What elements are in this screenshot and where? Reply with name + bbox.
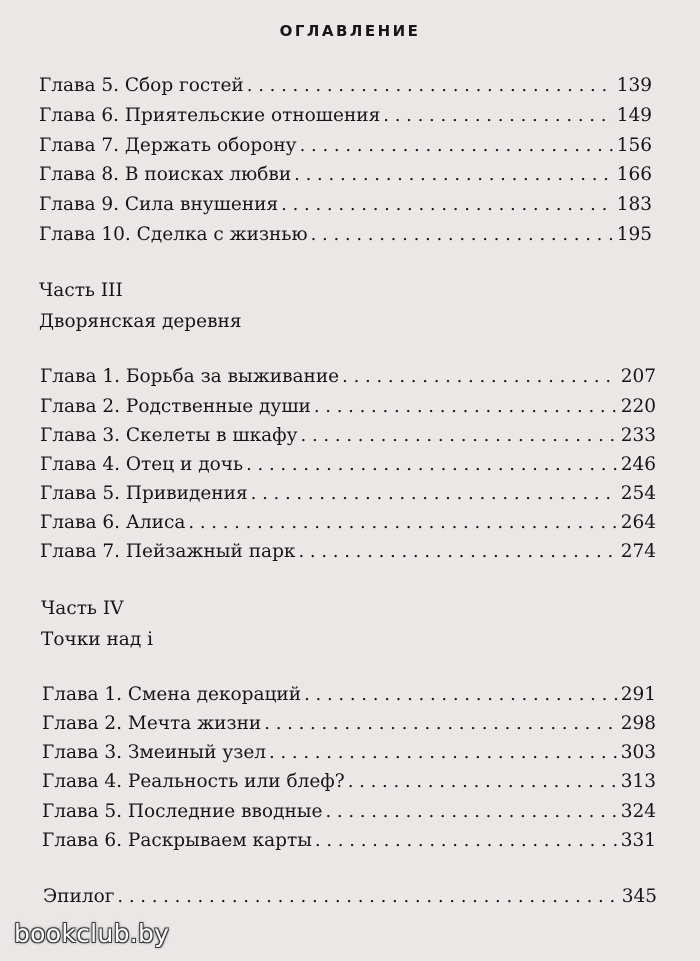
toc-entry	[39, 104, 652, 128]
toc-entry-page: 324	[620, 801, 656, 822]
leader-dots	[342, 365, 618, 389]
toc-entry-title: Глава 4. Отец и дочь	[40, 454, 244, 475]
toc-entry-page: 313	[620, 771, 656, 792]
toc-entry	[40, 424, 656, 448]
part-subtitle: Дворянская деревня	[39, 311, 242, 332]
leader-dots	[269, 741, 618, 765]
toc-entry-title: Глава 6. Раскрываем карты	[42, 830, 312, 851]
page-title: ОГЛАВЛЕНИЕ	[279, 22, 421, 40]
toc-entry	[40, 511, 656, 535]
toc-entry	[42, 741, 656, 765]
toc-entry-page: 149	[616, 105, 652, 126]
leader-dots	[325, 800, 617, 824]
toc-entry	[42, 770, 656, 794]
leader-dots	[117, 885, 618, 909]
toc-entry-title: Глава 2. Родственные души	[40, 396, 311, 417]
toc-entry	[39, 193, 652, 217]
toc-entry-page: 246	[620, 454, 656, 475]
toc-entry-page: 298	[620, 713, 656, 734]
toc-entry	[40, 482, 656, 506]
toc-entry-page: 291	[620, 684, 656, 705]
toc-entry-page: 220	[620, 396, 656, 417]
toc-entry-page: 274	[620, 541, 656, 562]
leader-dots	[281, 193, 614, 217]
leader-dots	[246, 453, 618, 477]
toc-entry	[42, 712, 656, 736]
leader-dots	[315, 829, 618, 853]
part-label: Часть IV	[41, 598, 124, 619]
leader-dots	[311, 223, 614, 247]
toc-entry	[42, 683, 656, 707]
toc-entry	[39, 223, 652, 247]
leader-dots	[383, 104, 613, 128]
leader-dots	[251, 482, 618, 506]
toc-entry-epilogue	[43, 885, 657, 909]
toc-entry-page: 331	[620, 830, 656, 851]
toc-entry-title: Глава 5. Последние вводные	[42, 801, 323, 822]
toc-entry	[40, 365, 656, 389]
leader-dots	[301, 424, 618, 448]
watermark: bookclub.by	[14, 919, 170, 948]
leader-dots	[264, 712, 617, 736]
toc-entry-page: 303	[620, 742, 656, 763]
leader-dots	[247, 74, 614, 98]
toc-entry	[39, 163, 652, 187]
toc-entry-title: Глава 5. Привидения	[40, 483, 248, 504]
toc-entry-title: Глава 3. Змеиный узел	[42, 742, 267, 763]
toc-entry-title: Глава 3. Скелеты в шкафу	[40, 425, 298, 446]
toc-entry	[39, 134, 652, 158]
toc-entry	[42, 800, 656, 824]
toc-entry-page: 156	[616, 135, 652, 156]
leader-dots	[300, 134, 614, 158]
toc-entry-title: Глава 1. Борьба за выживание	[40, 366, 340, 387]
part-subtitle: Точки над i	[41, 629, 154, 650]
toc-entry	[42, 829, 656, 853]
toc-entry-page: 166	[616, 164, 652, 185]
toc-entry-page: 207	[620, 366, 656, 387]
toc-entry-title: Глава 1. Смена декораций	[42, 684, 302, 705]
leader-dots	[314, 395, 618, 419]
toc-entry-page: 233	[620, 425, 656, 446]
toc-entry-title: Глава 6. Приятельские отношения	[39, 105, 381, 126]
toc-entry	[40, 453, 656, 477]
toc-entry-title: Глава 4. Реальность или блеф?	[42, 771, 345, 792]
leader-dots	[304, 683, 618, 707]
toc-entry-title: Глава 5. Сбор гостей	[39, 75, 244, 96]
toc-entry-page: 195	[616, 224, 652, 245]
leader-dots	[298, 540, 617, 564]
leader-dots	[188, 511, 617, 535]
toc-entry	[40, 540, 656, 564]
toc-entry-page: 183	[616, 194, 652, 215]
toc-entry-title: Глава 8. В поисках любви	[39, 164, 292, 185]
part-label: Часть III	[39, 280, 123, 301]
toc-entry-title: Глава 9. Сила внушения	[39, 194, 279, 215]
toc-entry	[39, 74, 652, 98]
toc-entry-title: Глава 7. Пейзажный парк	[40, 541, 296, 562]
toc-entry-title: Глава 6. Алиса	[40, 512, 186, 533]
toc-entry-title: Глава 7. Держать оборону	[39, 135, 297, 156]
toc-entry-page: 264	[620, 512, 656, 533]
toc-entry-page: 345	[621, 886, 657, 907]
toc-entry-page: 254	[620, 483, 656, 504]
toc-entry-page: 139	[616, 75, 652, 96]
toc-entry	[40, 395, 656, 419]
toc-entry-title: Глава 2. Мечта жизни	[42, 713, 262, 734]
leader-dots	[294, 163, 614, 187]
toc-entry-title: Глава 10. Сделка с жизнью	[39, 224, 308, 245]
leader-dots	[348, 770, 618, 794]
toc-entry-title: Эпилог	[43, 886, 115, 907]
